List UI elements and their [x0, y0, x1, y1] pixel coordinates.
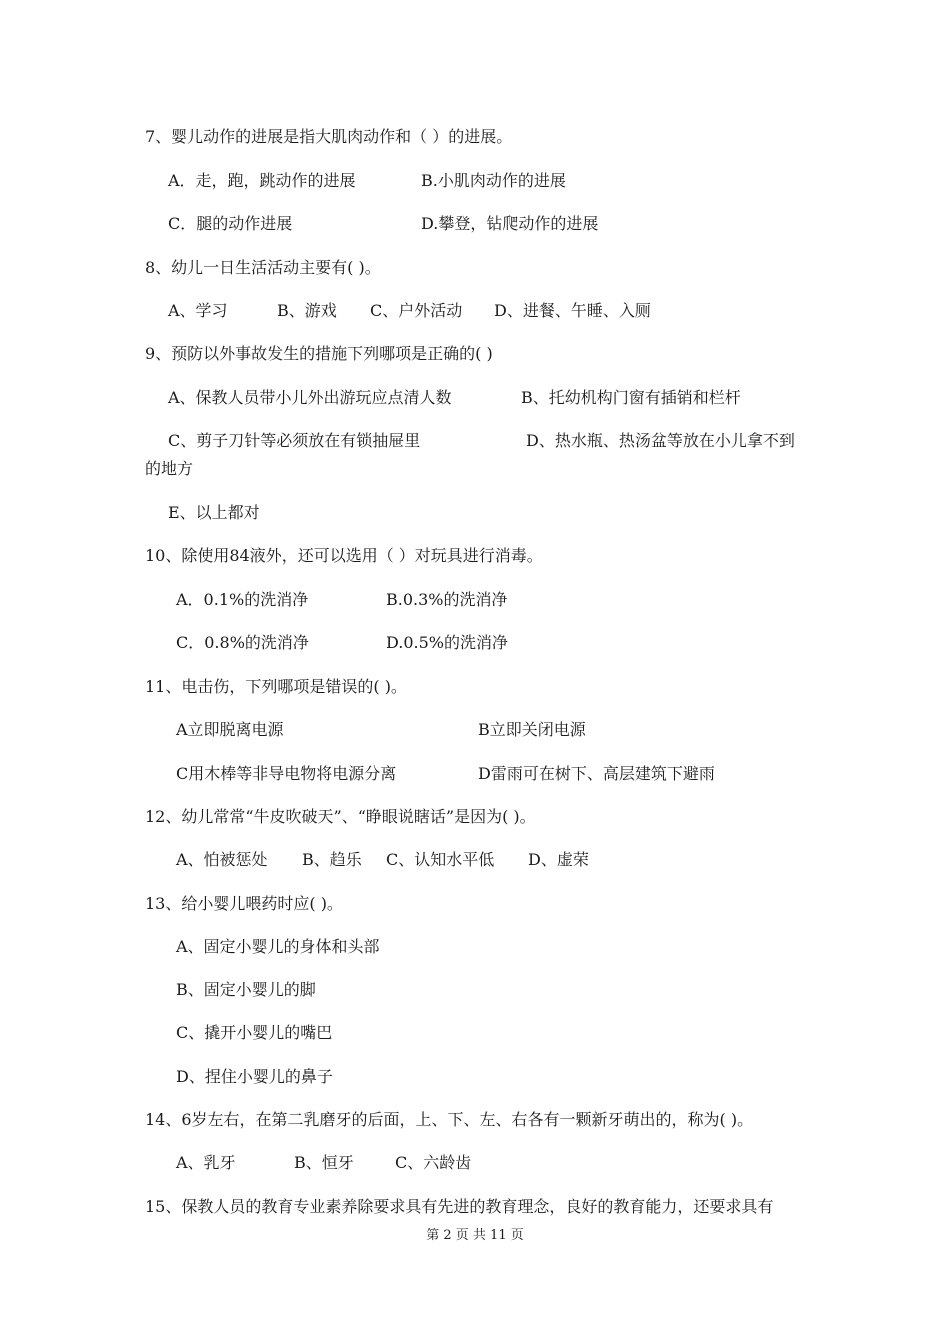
question-13-option-d: D、捏住小婴儿的鼻子 [176, 1067, 333, 1086]
question-11-stem: 11、电击伤，下列哪项是错误的( )。 [145, 677, 407, 696]
question-8-option-a: A、学习 [168, 301, 228, 320]
question-9-option-e: E、以上都对 [168, 503, 260, 522]
question-8-option-c: C、户外活动 [370, 301, 463, 320]
question-7-stem: 7、婴儿动作的进展是指大肌肉动作和（ ）的进展。 [145, 127, 513, 146]
question-11-option-c: C用木棒等非导电物将电源分离 [176, 764, 397, 783]
question-15-stem: 15、保教人员的教育专业素养除要求具有先进的教育理念，良好的教育能力，还要求具有 [145, 1197, 774, 1216]
question-13-option-b: B、固定小婴儿的脚 [176, 980, 316, 999]
question-14-option-a: A、乳牙 [176, 1153, 236, 1172]
question-9-option-b: B、托幼机构门窗有插销和栏杆 [521, 388, 741, 407]
question-9-stem: 9、预防以外事故发生的措施下列哪项是正确的( ) [145, 344, 493, 363]
question-14-stem: 14、6岁左右，在第二乳磨牙的后面，上、下、左、右各有一颗新牙萌出的，称为( )。 [145, 1110, 754, 1129]
question-10-option-c: C．0.8%的洗消净 [176, 633, 309, 652]
question-14-option-c: C、六龄齿 [395, 1153, 472, 1172]
question-13-stem: 13、给小婴儿喂药时应( )。 [145, 894, 343, 913]
question-10-stem: 10、除使用84液外，还可以选用（ ）对玩具进行消毒。 [145, 546, 543, 565]
question-13-option-a: A、固定小婴儿的身体和头部 [176, 937, 380, 956]
question-9-option-d-wrap: 的地方 [145, 459, 194, 478]
question-10-option-b: B.0.3%的洗消净 [386, 590, 508, 609]
question-9-option-a: A、保教人员带小儿外出游玩应点清人数 [168, 388, 452, 407]
question-8-option-b: B、游戏 [277, 301, 337, 320]
question-7-option-a: A．走，跑，跳动作的进展 [168, 171, 356, 190]
question-9-option-d: D、热水瓶、热汤盆等放在小儿拿不到 [526, 431, 795, 450]
question-11-option-a: A立即脱离电源 [176, 720, 284, 739]
question-11-option-b: B立即关闭电源 [478, 720, 586, 739]
page-footer: 第 2 页 共 11 页 [426, 1228, 524, 1243]
question-13-option-c: C、撬开小婴儿的嘴巴 [176, 1023, 333, 1042]
question-8-stem: 8、幼儿一日生活活动主要有( )。 [145, 258, 381, 277]
question-9-option-c: C、剪子刀针等必须放在有锁抽屉里 [168, 431, 421, 450]
question-12-option-d: D、虚荣 [528, 850, 589, 869]
question-10-option-a: A．0.1%的洗消净 [176, 590, 309, 609]
question-12-option-a: A、怕被惩处 [176, 850, 268, 869]
question-11-option-d: D雷雨可在树下、高层建筑下避雨 [478, 764, 715, 783]
question-12-option-c: C、认知水平低 [386, 850, 495, 869]
question-7-option-d: D.攀登，钻爬动作的进展 [421, 214, 599, 233]
question-12-stem: 12、幼儿常常“牛皮吹破天”、“睁眼说瞎话”是因为( )。 [145, 807, 536, 826]
question-7-option-c: C．腿的动作进展 [168, 214, 293, 233]
question-10-option-d: D.0.5%的洗消净 [386, 633, 508, 652]
question-7-option-b: B.小肌肉动作的进展 [421, 171, 566, 190]
question-8-option-d: D、进餐、午睡、入厕 [494, 301, 651, 320]
question-14-option-b: B、恒牙 [294, 1153, 354, 1172]
question-12-option-b: B、趋乐 [302, 850, 362, 869]
